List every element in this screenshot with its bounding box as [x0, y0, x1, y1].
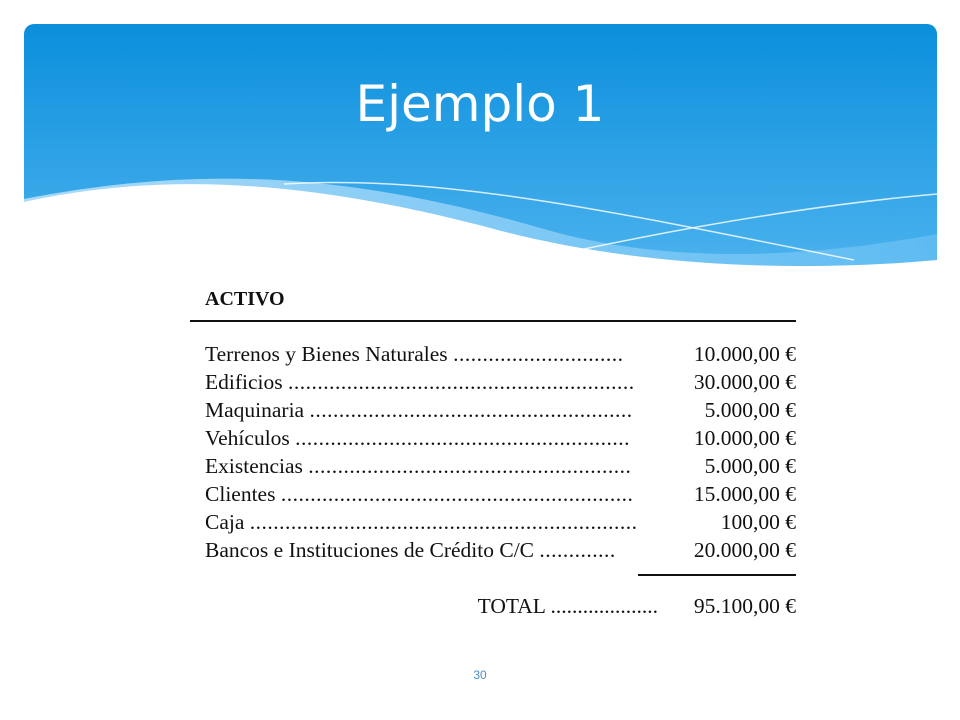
- row-label: Existencias: [205, 454, 303, 478]
- row-label: Maquinaria: [205, 398, 305, 422]
- row-label: Bancos e Instituciones de Crédito C/C: [205, 538, 535, 562]
- row-leader-dots: .........................................................: [295, 426, 631, 450]
- row-leader-dots: ...........................................................: [288, 370, 635, 394]
- slide-header: [24, 24, 937, 284]
- row-leader-dots: ............................................................: [280, 482, 634, 506]
- row-label: Edificios: [205, 370, 283, 394]
- total-label: TOTAL: [477, 594, 546, 618]
- row-amount: 10.000,00 €: [693, 426, 796, 450]
- row-amount: 30.000,00 €: [693, 370, 796, 394]
- total-row: [205, 592, 796, 620]
- activo-heading: ACTIVO: [205, 288, 285, 310]
- table-row: [205, 340, 796, 368]
- table-row: [205, 452, 796, 480]
- row-label: Vehículos: [205, 426, 290, 450]
- row-amount: 20.000,00 €: [693, 538, 796, 562]
- total-leader-dots: ....................: [550, 594, 658, 618]
- total-amount: 95.100,00 €: [693, 594, 796, 618]
- row-leader-dots: ..................................................................: [249, 510, 638, 534]
- row-amount: 10.000,00 €: [693, 342, 796, 366]
- table-row: [205, 368, 796, 396]
- table-row: [205, 480, 796, 508]
- table-row: [205, 508, 796, 536]
- row-leader-dots: .......................................................: [308, 454, 632, 478]
- page-number: 30: [473, 668, 487, 682]
- row-amount: 100,00 €: [720, 510, 796, 534]
- total-rule: [638, 574, 796, 576]
- heading-rule: [190, 320, 796, 322]
- row-amount: 15.000,00 €: [693, 482, 796, 506]
- row-leader-dots: .............: [539, 538, 616, 562]
- row-amount: 5.000,00 €: [704, 398, 796, 422]
- table-row: [205, 424, 796, 452]
- row-leader-dots: .......................................................: [309, 398, 633, 422]
- table-row: [205, 536, 796, 564]
- row-label: Clientes: [205, 482, 276, 506]
- row-amount: 5.000,00 €: [704, 454, 796, 478]
- header-wave-background: [24, 24, 937, 284]
- row-label: Terrenos y Bienes Naturales: [205, 342, 448, 366]
- table-row: [205, 396, 796, 424]
- slide-title: Ejemplo 1: [355, 75, 605, 133]
- row-label: Caja: [205, 510, 245, 534]
- row-leader-dots: .............................: [453, 342, 624, 366]
